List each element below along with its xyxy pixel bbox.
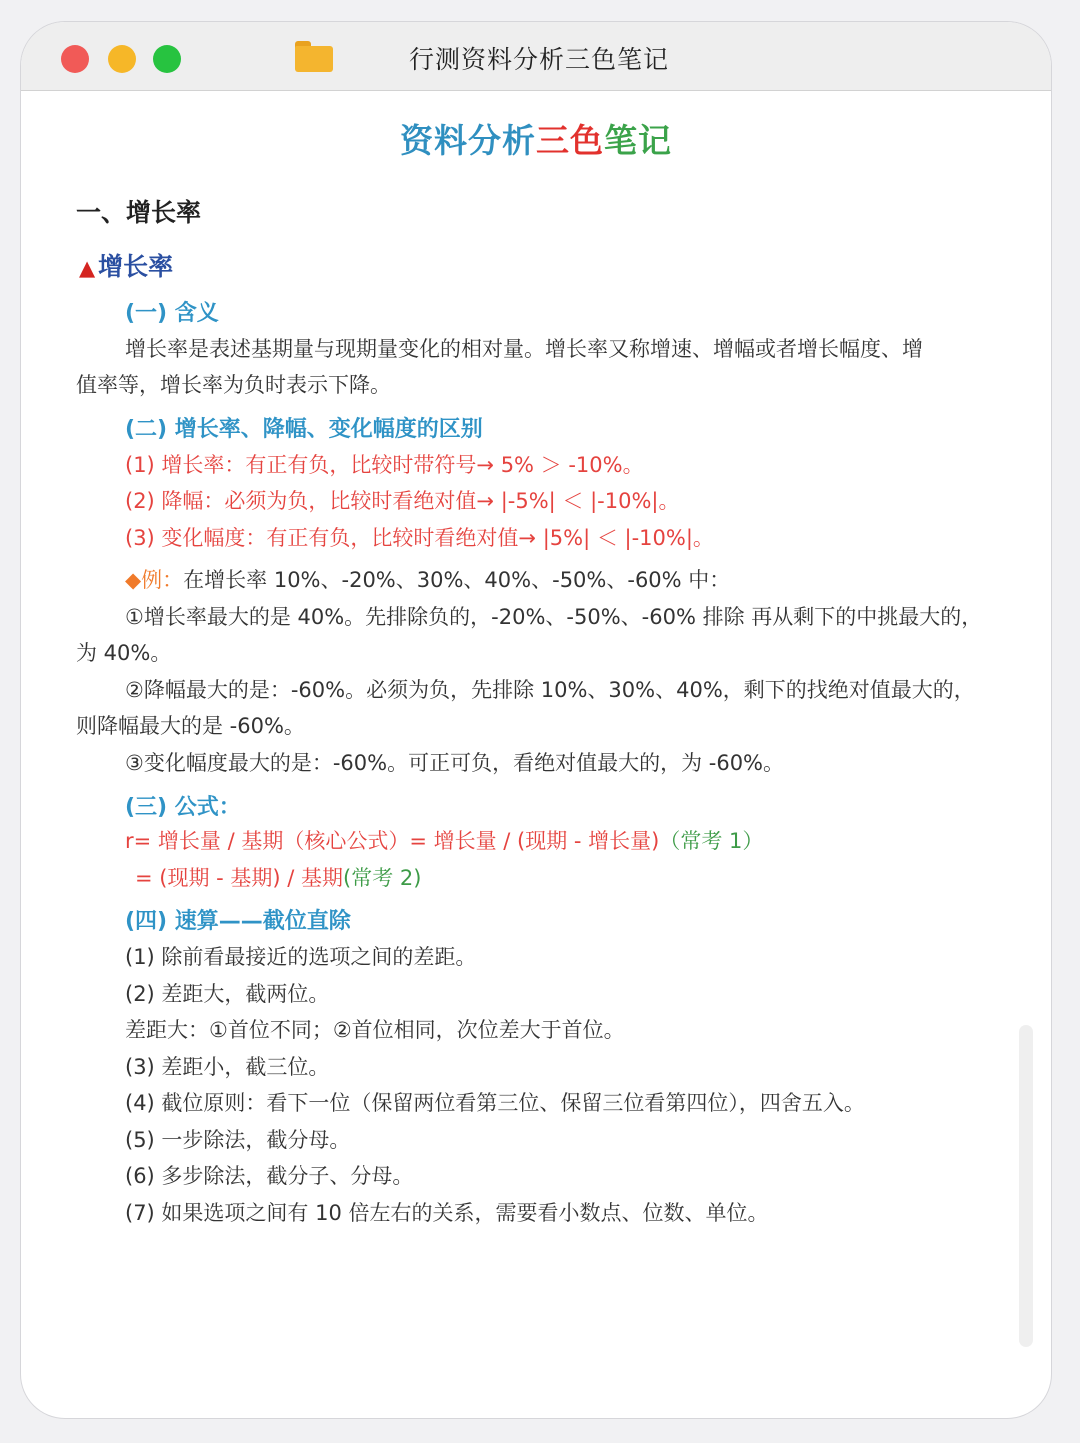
list-item: (6) 多步除法，截分子、分母。 (125, 1164, 414, 1188)
window-title: 行测资料分析三色笔记 (409, 45, 670, 74)
folder-icon (295, 41, 333, 72)
title-part-red: 三色 (536, 121, 604, 160)
list-item: 差距大：①首位不同；②首位相同，次位差大于首位。 (125, 1018, 625, 1042)
example-item: ③变化幅度最大的是：-60%。可正可负，看绝对值最大的，为 -60%。 (125, 751, 785, 775)
list-item: (5) 一步除法，截分母。 (125, 1128, 351, 1152)
example-item: 则降幅最大的是 -60%。 (76, 714, 305, 738)
example-item: ①增长率最大的是 40%。先排除负的，-20%、-50%、-60% 排除 再从剩下的中挑最大的， (125, 605, 983, 629)
minimize-button[interactable] (108, 45, 136, 73)
list-item: (3) 差距小，截三位。 (125, 1055, 330, 1079)
document-content[interactable] (21, 91, 1051, 1418)
section-formula-title: (三) 公式： (125, 795, 241, 820)
formula-note: （常考 1） (659, 829, 764, 853)
title-part-blue: 资料分析 (400, 121, 536, 160)
subheading-growth-rate (79, 247, 173, 283)
list-item: (1) 增长率：有正有负，比较时带符号→ 5% ＞ -10%。 (125, 453, 644, 477)
maximize-button[interactable] (153, 45, 181, 73)
example-item: ②降幅最大的是：-60%。必须为负，先排除 10%、30%、40%，剩下的找绝对值最大的， (125, 678, 975, 702)
list-item: (7) 如果选项之间有 10 倍左右的关系，需要看小数点、位数、单位。 (125, 1201, 769, 1225)
title-bar (21, 22, 1051, 91)
list-item: (4) 截位原则：看下一位（保留两位看第三位、保留三位看第四位），四舍五入。 (125, 1091, 865, 1115)
list-item: (1) 除前看最接近的选项之间的差距。 (125, 945, 477, 969)
formula-text: = (现期 - 基期) / 基期 (135, 866, 344, 890)
heading-growth-rate: 一、增长率 (76, 198, 202, 227)
example-label: ◆例： (125, 568, 184, 592)
formula-line (125, 825, 763, 855)
list-item: (2) 差距大，截两位。 (125, 982, 330, 1006)
subheading-text: 增长率 (98, 252, 174, 281)
list-item: (2) 降幅：必须为负，比较时看绝对值→ |-5%| ＜ |-10%|。 (125, 489, 680, 513)
paragraph-line: 值率等，增长率为负时表示下降。 (76, 373, 391, 397)
section-meaning-title: (一) 含义 (125, 301, 219, 326)
formula-line (135, 862, 421, 892)
scrollbar[interactable] (1019, 1025, 1033, 1347)
title-part-green: 笔记 (604, 121, 672, 160)
example-item: 为 40%。 (76, 641, 172, 665)
list-item: (3) 变化幅度：有正有负，比较时看绝对值→ |5%| ＜ |-10%|。 (125, 526, 714, 550)
example-line (125, 564, 730, 594)
close-button[interactable] (61, 45, 89, 73)
document-title (21, 115, 1051, 162)
paragraph-line: 增长率是表述基期量与现期量变化的相对量。增长率又称增速、增幅或者增长幅度、增 (125, 337, 923, 361)
formula-text: r= 增长量 / 基期（核心公式）= 增长量 / (现期 - 增长量) (125, 829, 660, 853)
section-difference-title: (二) 增长率、降幅、变化幅度的区别 (125, 417, 483, 442)
app-window (21, 22, 1051, 1418)
triangle-icon: ▲ (79, 256, 96, 280)
example-text: 在增长率 10%、-20%、30%、40%、-50%、-60% 中： (183, 568, 731, 592)
section-quick-calc-title: (四) 速算——截位直除 (125, 909, 351, 934)
formula-note: (常考 2) (343, 866, 422, 890)
